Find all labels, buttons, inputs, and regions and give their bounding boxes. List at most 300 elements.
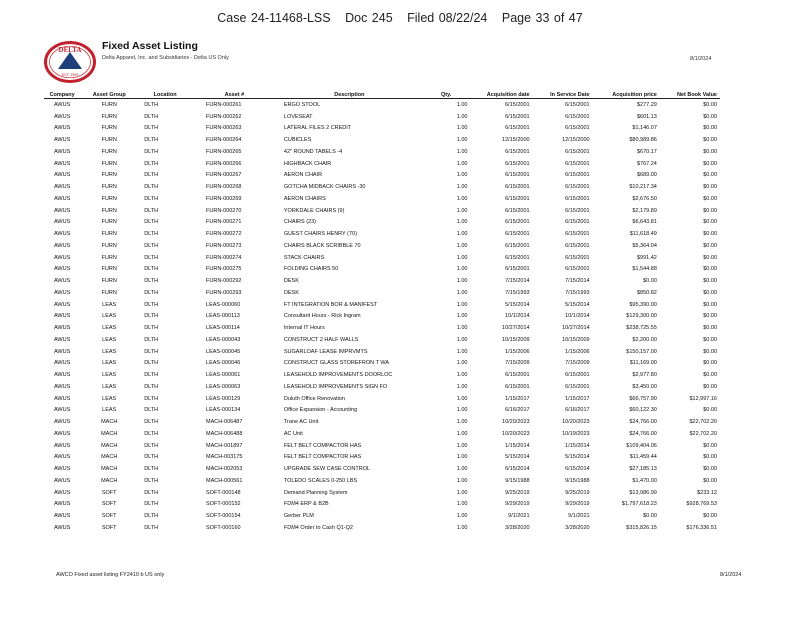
cell-asset-group: SOFT	[101, 524, 117, 531]
cell-asset-number: FURN-000265	[206, 148, 242, 155]
col-header-description: Description	[277, 87, 422, 99]
cell-company: AWUS	[53, 336, 71, 343]
cell-acquisition-price: $2,977.80	[632, 372, 657, 379]
table-row	[44, 193, 720, 205]
cell-description: GUEST CHAIRS HENRY (70)	[283, 231, 357, 238]
cell-acquisition-date: 10/20/2023	[502, 430, 530, 437]
cell-description: Demand Planning System	[283, 489, 348, 496]
cell-asset-number: MACH-006487	[206, 419, 243, 426]
cell-acquisition-date: 6/15/2001	[505, 184, 530, 191]
cell-acquisition-date: 10/27/2014	[502, 325, 530, 332]
cell-asset-group: MACH	[101, 419, 118, 426]
cell-asset-number: LEAS-000061	[206, 372, 241, 379]
doc-number: Doc 245	[345, 11, 393, 25]
cell-acquisition-price: $60,122.30	[629, 407, 657, 414]
report-date: 8/1/2024	[690, 56, 712, 62]
cell-description: TOLEDO SCALES 0-250 LBS	[283, 477, 358, 484]
cell-asset-group: FURN	[101, 289, 117, 296]
cell-acquisition-price: $0.00	[643, 278, 657, 285]
cell-location: DLTH	[144, 101, 159, 108]
cell-location: DLTH	[144, 442, 159, 449]
cell-acquisition-date: 10/15/2009	[502, 336, 530, 343]
cell-in-service-date: 6/15/2001	[565, 184, 590, 191]
cell-net-book-value: $0.00	[703, 266, 717, 273]
cell-company: AWUS	[53, 442, 71, 449]
cell-net-book-value: $0.00	[703, 513, 717, 520]
cell-company: AWUS	[53, 172, 71, 179]
cell-in-service-date: 6/15/2001	[565, 101, 590, 108]
cell-company: AWUS	[53, 184, 71, 191]
cell-description: 42" ROUND TABELS -4	[283, 148, 343, 155]
cell-description: FT INTEGRATION BOR & MANIFEST	[283, 301, 378, 308]
cell-net-book-value: $0.00	[703, 137, 717, 144]
cell-qty: 1.00	[456, 395, 468, 402]
cell-net-book-value: $0.00	[703, 148, 717, 155]
cell-qty: 1.00	[456, 113, 468, 120]
table-row	[44, 346, 720, 358]
cell-asset-group: LEAS	[102, 372, 117, 379]
cell-asset-group: SOFT	[101, 501, 117, 508]
cell-acquisition-price: $1,544.88	[632, 266, 657, 273]
cell-location: DLTH	[144, 219, 159, 226]
col-header-qty: Qty.	[422, 87, 471, 99]
cell-in-service-date: 9/29/2019	[565, 501, 590, 508]
cell-in-service-date: 6/15/2014	[565, 466, 590, 473]
cell-in-service-date: 10/1/2014	[565, 313, 590, 320]
cell-location: DLTH	[144, 125, 159, 132]
table-row	[44, 522, 720, 534]
cell-in-service-date: 6/15/2001	[565, 207, 590, 214]
cell-company: AWUS	[53, 266, 71, 273]
cell-asset-group: FURN	[101, 195, 117, 202]
cell-acquisition-price: $66,757.90	[629, 395, 657, 402]
cell-net-book-value: $0.00	[703, 372, 717, 379]
cell-net-book-value: $0.00	[703, 195, 717, 202]
cell-in-service-date: 9/25/2019	[565, 489, 590, 496]
cell-net-book-value: $0.00	[703, 219, 717, 226]
cell-qty: 1.00	[456, 524, 468, 531]
cell-asset-number: FURN-000263	[206, 125, 242, 132]
cell-acquisition-date: 6/15/2001	[505, 113, 530, 120]
cell-qty: 1.00	[456, 313, 468, 320]
cell-company: AWUS	[53, 160, 71, 167]
table-body	[44, 99, 720, 534]
cell-description: CHAIRS BLACK SCRIBBLE 70	[283, 242, 361, 249]
cell-asset-number: FURN-000264	[206, 137, 242, 144]
cell-description: AERON CHAIR	[283, 172, 323, 179]
cell-qty: 1.00	[456, 207, 468, 214]
cell-acquisition-date: 6/15/2001	[505, 231, 530, 238]
cell-qty: 1.00	[456, 442, 468, 449]
cell-net-book-value: $12,997.16	[689, 395, 717, 402]
cell-net-book-value: $0.00	[703, 466, 717, 473]
cell-asset-number: MACH-002053	[206, 466, 243, 473]
cell-location: DLTH	[144, 466, 159, 473]
cell-in-service-date: 9/15/1988	[565, 477, 590, 484]
cell-acquisition-price: $10,217.34	[629, 184, 657, 191]
cell-asset-number: FURN-000271	[206, 219, 242, 226]
cell-acquisition-price: $2,676.50	[632, 195, 657, 202]
table-row	[44, 440, 720, 452]
cell-acquisition-date: 6/15/2001	[505, 266, 530, 273]
table-row	[44, 311, 720, 323]
cell-acquisition-price: $315,826.15	[626, 524, 657, 531]
cell-acquisition-date: 10/1/2014	[505, 313, 530, 320]
cell-net-book-value: $0.00	[703, 383, 717, 390]
table-row	[44, 428, 720, 440]
cell-location: DLTH	[144, 195, 159, 202]
cell-in-service-date: 6/15/2001	[565, 125, 590, 132]
cell-company: AWUS	[53, 148, 71, 155]
cell-qty: 1.00	[456, 125, 468, 132]
cell-qty: 1.00	[456, 513, 468, 520]
cell-net-book-value: $0.00	[703, 207, 717, 214]
cell-asset-number: LEAS-000045	[206, 348, 241, 355]
cell-net-book-value: $233.12	[697, 489, 717, 496]
cell-asset-group: LEAS	[102, 325, 117, 332]
cell-asset-number: SOFT-000154	[206, 513, 241, 520]
cell-asset-group: FURN	[101, 184, 117, 191]
table-row	[44, 452, 720, 464]
cell-qty: 1.00	[456, 336, 468, 343]
cell-qty: 1.00	[456, 254, 468, 261]
cell-acquisition-date: 3/28/2020	[505, 524, 530, 531]
report-title: Fixed Asset Listing	[102, 40, 198, 52]
page-number: Page 33 of 47	[501, 11, 583, 25]
cell-asset-group: MACH	[101, 454, 118, 461]
cell-acquisition-date: 6/15/2001	[505, 219, 530, 226]
cell-description: CONSTRUCT GLASS STOREFRON T WA	[283, 360, 390, 367]
cell-asset-number: FURN-000275	[206, 266, 242, 273]
cell-acquisition-price: $95,390.00	[629, 301, 657, 308]
cell-acquisition-date: 9/1/2021	[508, 513, 530, 520]
cell-qty: 1.00	[456, 466, 468, 473]
cell-qty: 1.00	[456, 278, 468, 285]
cell-acquisition-date: 6/15/2001	[505, 195, 530, 202]
table-row	[44, 463, 720, 475]
cell-acquisition-price: $601.13	[636, 113, 657, 120]
cell-description: Internal IT Hours	[283, 325, 325, 332]
cell-asset-number: LEAS-000063	[206, 383, 241, 390]
cell-location: DLTH	[144, 348, 159, 355]
logo-text: DELTA	[58, 46, 82, 54]
table-row	[44, 111, 720, 123]
cell-location: DLTH	[144, 372, 159, 379]
cell-asset-number: MACH-006488	[206, 430, 243, 437]
cell-asset-group: FURN	[101, 125, 117, 132]
cell-company: AWUS	[53, 513, 71, 520]
cell-qty: 1.00	[456, 172, 468, 179]
cell-asset-group: FURN	[101, 172, 117, 179]
cell-company: AWUS	[53, 454, 71, 461]
cell-acquisition-price: $6,643.81	[632, 219, 657, 226]
cell-in-service-date: 6/15/2001	[565, 113, 590, 120]
cell-in-service-date: 6/15/2001	[565, 160, 590, 167]
cell-acquisition-price: $1,470.00	[632, 477, 657, 484]
cell-acquisition-price: $11,618.49	[629, 231, 657, 238]
cell-location: DLTH	[144, 289, 159, 296]
cell-company: AWUS	[53, 489, 71, 496]
cell-description: UPGRADE SEW CASE CONTROL	[283, 466, 371, 473]
cell-net-book-value: $176,336.51	[686, 524, 717, 531]
cell-net-book-value: $0.00	[703, 101, 717, 108]
cell-acquisition-price: $13,986.99	[629, 489, 657, 496]
cell-location: DLTH	[144, 278, 159, 285]
cell-asset-group: LEAS	[102, 301, 117, 308]
cell-in-service-date: 6/15/2001	[565, 383, 590, 390]
cell-asset-number: FURN-000267	[206, 172, 242, 179]
cell-qty: 1.00	[456, 419, 468, 426]
cell-description: FOLDING CHAIRS 50	[283, 266, 339, 273]
table-row	[44, 393, 720, 405]
cell-description: STACK CHAIRS	[283, 254, 325, 261]
cell-asset-group: LEAS	[102, 395, 117, 402]
cell-net-book-value: $928,769.53	[686, 501, 717, 508]
cell-asset-group: FURN	[101, 137, 117, 144]
table-row	[44, 369, 720, 381]
cell-asset-number: FURN-000272	[206, 231, 242, 238]
cell-in-service-date: 1/15/2006	[565, 348, 590, 355]
cell-company: AWUS	[53, 395, 71, 402]
cell-company: AWUS	[53, 278, 71, 285]
cell-net-book-value: $0.00	[703, 231, 717, 238]
cell-description: ERGO STOOL	[283, 101, 321, 108]
cell-location: DLTH	[144, 113, 159, 120]
cell-in-service-date: 1/15/2017	[565, 395, 590, 402]
cell-description: LEASEHOLD IMPROVEMENTS SIGN FO	[283, 383, 388, 390]
cell-asset-number: SOFT-000152	[206, 501, 241, 508]
cell-location: DLTH	[144, 313, 159, 320]
cell-asset-group: LEAS	[102, 348, 117, 355]
cell-net-book-value: $0.00	[703, 125, 717, 132]
cell-location: DLTH	[144, 454, 159, 461]
cell-location: DLTH	[144, 501, 159, 508]
cell-asset-number: LEAS-000113	[206, 313, 240, 320]
cell-net-book-value: $22,702.20	[689, 430, 717, 437]
cell-net-book-value: $0.00	[703, 254, 717, 261]
cell-acquisition-date: 12/15/2000	[502, 137, 530, 144]
cell-company: AWUS	[53, 430, 71, 437]
cell-acquisition-price: $3,450.00	[632, 383, 657, 390]
cell-asset-number: FURN-000273	[206, 242, 242, 249]
cell-net-book-value: $0.00	[703, 242, 717, 249]
cell-asset-number: LEAS-000060	[206, 301, 241, 308]
cell-description: CHAIRS (23)	[283, 219, 316, 226]
cell-in-service-date: 7/15/2014	[565, 278, 590, 285]
cell-asset-number: LEAS-000134	[206, 407, 241, 414]
table-row	[44, 146, 720, 158]
cell-net-book-value: $0.00	[703, 454, 717, 461]
cell-description: Duluth Office Renovation	[283, 395, 345, 402]
cell-asset-group: FURN	[101, 219, 117, 226]
cell-company: AWUS	[53, 501, 71, 508]
cell-qty: 1.00	[456, 372, 468, 379]
cell-description: CONSTRUCT 2 HALF WALLS	[283, 336, 359, 343]
cell-qty: 1.00	[456, 137, 468, 144]
col-header-asset-group: Asset Group	[80, 87, 138, 99]
cell-acquisition-price: $109,404.06	[626, 442, 657, 449]
cell-company: AWUS	[53, 477, 71, 484]
cell-acquisition-date: 6/15/2001	[505, 254, 530, 261]
cell-asset-group: FURN	[101, 231, 117, 238]
cell-qty: 1.00	[456, 289, 468, 296]
cell-acquisition-price: $11,169.00	[629, 360, 657, 367]
cell-acquisition-price: $5,364.04	[632, 242, 657, 249]
cell-in-service-date: 5/15/2014	[565, 454, 590, 461]
cell-acquisition-date: 6/15/2001	[505, 160, 530, 167]
cell-description: LEASEHOLD IMPROVEMENTS DOORLOC	[283, 372, 393, 379]
table-row	[44, 228, 720, 240]
cell-company: AWUS	[53, 195, 71, 202]
cell-acquisition-price: $1,797,618.23	[621, 501, 657, 508]
cell-location: DLTH	[144, 430, 159, 437]
table-row	[44, 381, 720, 393]
cell-in-service-date: 10/15/2009	[562, 336, 590, 343]
cell-company: AWUS	[53, 466, 71, 473]
table-row	[44, 217, 720, 229]
cell-company: AWUS	[53, 360, 71, 367]
cell-asset-number: FURN-000293	[206, 289, 242, 296]
cell-asset-group: SOFT	[101, 513, 117, 520]
cell-asset-group: MACH	[101, 430, 118, 437]
table-row	[44, 252, 720, 264]
cell-qty: 1.00	[456, 383, 468, 390]
cell-qty: 1.00	[456, 184, 468, 191]
cell-asset-number: LEAS-000043	[206, 336, 241, 343]
cell-company: AWUS	[53, 325, 71, 332]
cell-description: DESK	[283, 289, 299, 296]
cell-in-service-date: 6/15/2001	[565, 195, 590, 202]
table-row	[44, 181, 720, 193]
table-row	[44, 264, 720, 276]
cell-acquisition-price: $991.42	[636, 254, 657, 261]
table-row	[44, 170, 720, 182]
table-row	[44, 510, 720, 522]
cell-qty: 1.00	[456, 325, 468, 332]
table-row	[44, 405, 720, 417]
cell-location: DLTH	[144, 266, 159, 273]
cell-acquisition-price: $11,459.44	[629, 454, 657, 461]
cell-asset-group: FURN	[101, 101, 117, 108]
cell-description: YORKDALE CHAIRS (9)	[283, 207, 345, 214]
cell-company: AWUS	[53, 231, 71, 238]
table-row	[44, 287, 720, 299]
cell-net-book-value: $0.00	[703, 278, 717, 285]
table-row	[44, 240, 720, 252]
cell-acquisition-price: $80,989.86	[629, 137, 657, 144]
cell-acquisition-price: $0.00	[643, 513, 657, 520]
cell-acquisition-date: 6/15/2001	[505, 383, 530, 390]
cell-net-book-value: $0.00	[703, 407, 717, 414]
cell-qty: 1.00	[456, 430, 468, 437]
table-row	[44, 99, 720, 111]
report-subtitle: Delta Apparel, Inc. and Subsidiaries - Delta US Only	[102, 55, 229, 61]
court-filing-header	[0, 11, 800, 25]
cell-qty: 1.00	[456, 242, 468, 249]
cell-qty: 1.00	[456, 195, 468, 202]
table-row	[44, 416, 720, 428]
cell-asset-group: FURN	[101, 207, 117, 214]
cell-in-service-date: 7/15/2009	[565, 360, 590, 367]
cell-net-book-value: $0.00	[703, 360, 717, 367]
cell-in-service-date: 6/15/2001	[565, 172, 590, 179]
col-header-acquisition-date: Acquisition date	[470, 87, 532, 99]
cell-company: AWUS	[53, 242, 71, 249]
cell-net-book-value: $22,702.20	[689, 419, 717, 426]
table-row	[44, 158, 720, 170]
cell-asset-group: FURN	[101, 266, 117, 273]
cell-asset-number: FURN-000274	[206, 254, 242, 261]
col-header-asset-number: Asset #	[192, 87, 277, 99]
cell-asset-number: FURN-000261	[206, 101, 242, 108]
cell-acquisition-price: $24,766.00	[629, 419, 657, 426]
cell-net-book-value: $0.00	[703, 336, 717, 343]
cell-company: AWUS	[53, 419, 71, 426]
cell-acquisition-price: $129,300.00	[626, 313, 657, 320]
cell-location: DLTH	[144, 383, 159, 390]
cell-asset-group: SOFT	[101, 489, 117, 496]
cell-acquisition-price: $238,725.55	[626, 325, 657, 332]
cell-company: AWUS	[53, 313, 71, 320]
cell-net-book-value: $0.00	[703, 301, 717, 308]
table-row	[44, 275, 720, 287]
cell-qty: 1.00	[456, 360, 468, 367]
cell-description: FDM4 ERP & B2B	[283, 501, 329, 508]
cell-acquisition-date: 10/20/2023	[502, 419, 530, 426]
cell-description: LOVESEAT	[283, 113, 313, 120]
cell-description: LATERAL FILES 2 CREDIT	[283, 125, 352, 132]
cell-asset-group: MACH	[101, 477, 118, 484]
cell-acquisition-price: $27,185.13	[629, 466, 657, 473]
cell-in-service-date: 7/15/1993	[565, 289, 590, 296]
cell-description: Consultant Hours - Rick Ingram	[283, 313, 361, 320]
cell-location: DLTH	[144, 207, 159, 214]
cell-company: AWUS	[53, 113, 71, 120]
cell-asset-group: LEAS	[102, 336, 117, 343]
cell-location: DLTH	[144, 172, 159, 179]
cell-company: AWUS	[53, 301, 71, 308]
cell-acquisition-price: $150,157.00	[626, 348, 657, 355]
cell-net-book-value: $0.00	[703, 289, 717, 296]
cell-in-service-date: 6/15/2001	[565, 254, 590, 261]
cell-description: AC Unit	[283, 430, 303, 437]
cell-acquisition-price: $850.82	[636, 289, 657, 296]
cell-description: Office Expansion - Accounting	[283, 407, 358, 414]
cell-acquisition-date: 7/15/2014	[505, 278, 530, 285]
cell-description: CUBICLES	[283, 137, 312, 144]
cell-acquisition-date: 6/15/2001	[505, 148, 530, 155]
cell-location: DLTH	[144, 395, 159, 402]
cell-acquisition-price: $1,146.07	[632, 125, 657, 132]
cell-description: SUGARLOAF LEASE IMPRVMTS	[283, 348, 368, 355]
cell-net-book-value: $0.00	[703, 313, 717, 320]
table-row	[44, 334, 720, 346]
cell-asset-group: MACH	[101, 442, 118, 449]
cell-company: AWUS	[53, 407, 71, 414]
cell-asset-number: LEAS-000114	[206, 325, 240, 332]
table-row	[44, 475, 720, 487]
cell-asset-number: LEAS-000046	[206, 360, 241, 367]
cell-qty: 1.00	[456, 407, 468, 414]
cell-qty: 1.00	[456, 489, 468, 496]
table-row	[44, 123, 720, 135]
cell-asset-number: SOFT-000148	[206, 489, 241, 496]
cell-asset-number: MACH-003175	[206, 454, 243, 461]
cell-acquisition-date: 9/15/1988	[505, 477, 530, 484]
cell-acquisition-date: 6/15/2001	[505, 125, 530, 132]
cell-location: DLTH	[144, 524, 159, 531]
cell-qty: 1.00	[456, 148, 468, 155]
